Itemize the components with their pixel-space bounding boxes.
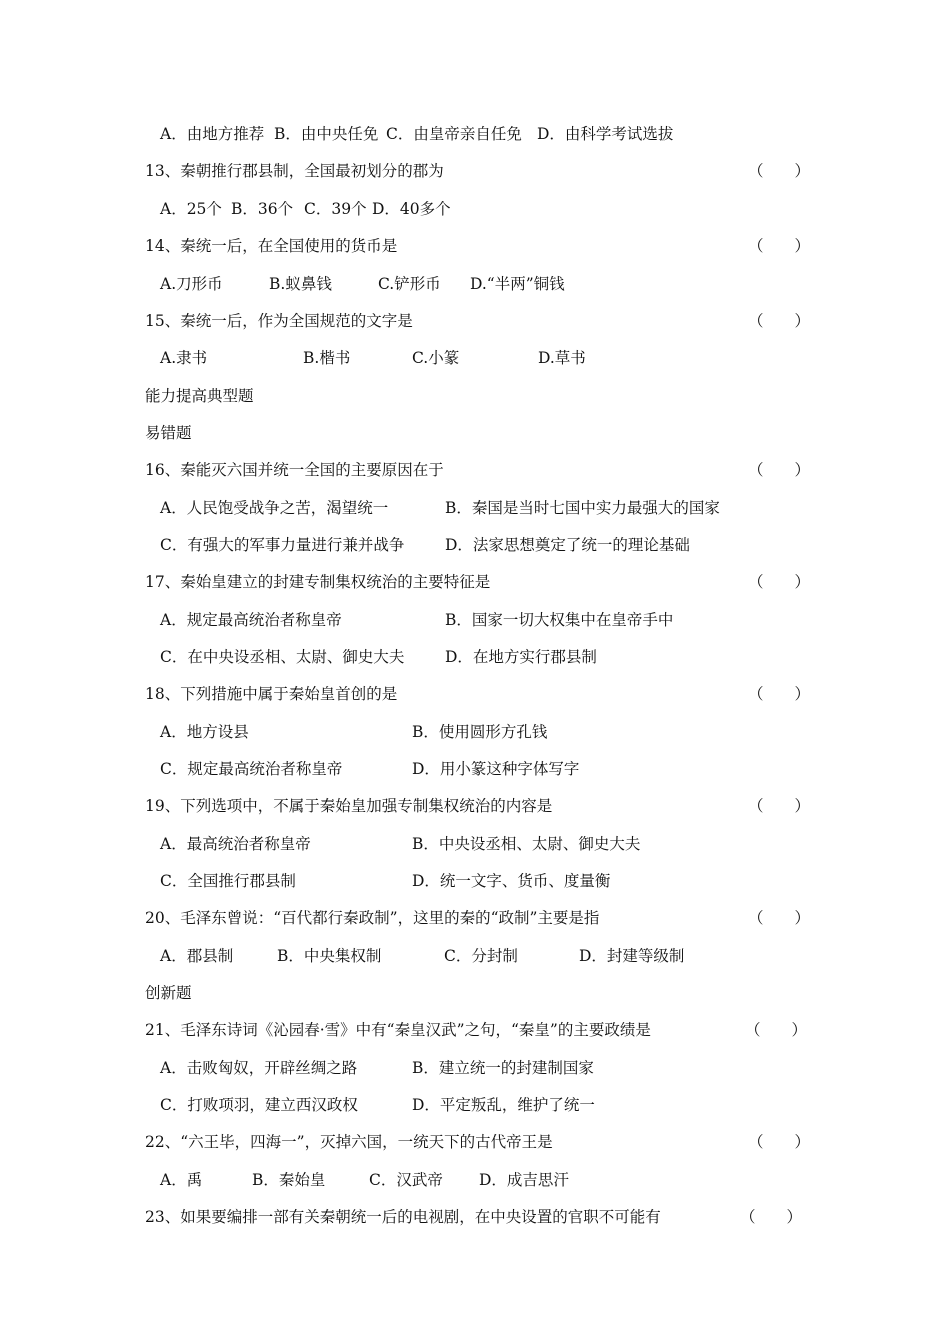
section-heading-ability: 能力提高典型题 [145, 387, 254, 405]
q16-option-c: C．有强大的军事力量进行兼并战争 [160, 536, 405, 554]
q20-option-d: D．封建等级制 [579, 947, 685, 965]
q18-option-a: A．地方设县 [160, 723, 249, 741]
q14-option-d: D.“半两”铜钱 [470, 275, 565, 293]
q20-option-b: B．中央集权制 [277, 947, 382, 965]
q20-answer-blank: （ ） [748, 909, 811, 927]
q23-stem: 23、如果要编排一部有关秦朝统一后的电视剧，在中央设置的官职不可能有 [145, 1208, 661, 1226]
q17-option-a: A．规定最高统治者称皇帝 [160, 611, 342, 629]
q20-stem: 20、毛泽东曾说：“百代都行秦政制”，这里的秦的“政制”主要是指 [145, 909, 600, 927]
q19-option-b: B．中央设丞相、太尉、御史大夫 [412, 835, 641, 853]
q16-option-b: B．秦国是当时七国中实力最强大的国家 [445, 499, 720, 517]
q22-option-a: A．禹 [160, 1171, 203, 1189]
q21-option-a: A．击败匈奴，开辟丝绸之路 [160, 1059, 358, 1077]
q14-option-b: B.蚁鼻钱 [269, 275, 332, 293]
q12-option-a: A．由地方推荐 [160, 125, 265, 143]
q18-option-c: C．规定最高统治者称皇帝 [160, 760, 343, 778]
q16-option-d: D．法家思想奠定了统一的理论基础 [445, 536, 690, 554]
q13-option-c: C．39个 [304, 200, 367, 218]
q17-option-c: C．在中央设丞相、太尉、御史大夫 [160, 648, 405, 666]
q19-option-a: A．最高统治者称皇帝 [160, 835, 311, 853]
q21-option-d: D．平定叛乱，维护了统一 [412, 1096, 595, 1114]
q15-stem: 15、秦统一后，作为全国规范的文字是 [145, 312, 413, 330]
q19-option-d: D．统一文字、货币、度量衡 [412, 872, 611, 890]
q12-option-b: B．由中央任免 [274, 125, 379, 143]
q13-option-d: D．40多个 [372, 200, 451, 218]
q15-option-b: B.楷书 [303, 349, 351, 367]
q14-answer-blank: （ ） [748, 237, 811, 255]
q21-option-b: B．建立统一的封建制国家 [412, 1059, 594, 1077]
q13-option-a: A．25个 [160, 200, 222, 218]
q17-stem: 17、秦始皇建立的封建专制集权统治的主要特征是 [145, 573, 491, 591]
q15-option-a: A.隶书 [160, 349, 208, 367]
q20-option-a: A．郡县制 [160, 947, 234, 965]
q17-option-b: B．国家一切大权集中在皇帝手中 [445, 611, 674, 629]
q21-stem: 21、毛泽东诗词《沁园春·雪》中有“秦皇汉武”之句，“秦皇”的主要政绩是 [145, 1021, 651, 1039]
section-heading-innovation: 创新题 [145, 984, 192, 1002]
q14-stem: 14、秦统一后，在全国使用的货币是 [145, 237, 398, 255]
q22-option-d: D．成吉思汗 [479, 1171, 569, 1189]
q14-option-c: C.铲形币 [378, 275, 441, 293]
q12-option-c: C．由皇帝亲自任免 [386, 125, 522, 143]
q22-answer-blank: （ ） [748, 1133, 811, 1151]
q14-option-a: A.刀形币 [160, 275, 223, 293]
q15-option-d: D.草书 [538, 349, 586, 367]
q13-stem: 13、秦朝推行郡县制，全国最初划分的郡为 [145, 162, 444, 180]
q21-answer-blank: （ ） [745, 1021, 808, 1039]
q18-answer-blank: （ ） [748, 685, 811, 703]
q22-option-c: C．汉武帝 [369, 1171, 443, 1189]
q15-answer-blank: （ ） [748, 312, 811, 330]
q22-stem: 22、“六王毕，四海一”，灭掉六国，一统天下的古代帝王是 [145, 1133, 553, 1151]
q18-option-b: B．使用圆形方孔钱 [412, 723, 548, 741]
q18-option-d: D．用小篆这种字体写字 [412, 760, 580, 778]
q22-option-b: B．秦始皇 [252, 1171, 326, 1189]
q17-answer-blank: （ ） [748, 573, 811, 591]
q15-option-c: C.小篆 [412, 349, 460, 367]
q20-option-c: C．分封制 [444, 947, 518, 965]
q21-option-c: C．打败项羽，建立西汉政权 [160, 1096, 358, 1114]
section-heading-error-prone: 易错题 [145, 424, 192, 442]
q23-answer-blank: （ ） [740, 1208, 803, 1226]
q19-stem: 19、下列选项中，不属于秦始皇加强专制集权统治的内容是 [145, 797, 553, 815]
q17-option-d: D．在地方实行郡县制 [445, 648, 597, 666]
q19-answer-blank: （ ） [748, 797, 811, 815]
q12-option-d: D．由科学考试选拔 [537, 125, 674, 143]
q18-stem: 18、下列措施中属于秦始皇首创的是 [145, 685, 398, 703]
q19-option-c: C．全国推行郡县制 [160, 872, 296, 890]
q13-option-b: B．36个 [231, 200, 294, 218]
q16-answer-blank: （ ） [748, 461, 811, 479]
q16-stem: 16、秦能灭六国并统一全国的主要原因在于 [145, 461, 444, 479]
q13-answer-blank: （ ） [748, 162, 811, 180]
q16-option-a: A．人民饱受战争之苦，渴望统一 [160, 499, 389, 517]
